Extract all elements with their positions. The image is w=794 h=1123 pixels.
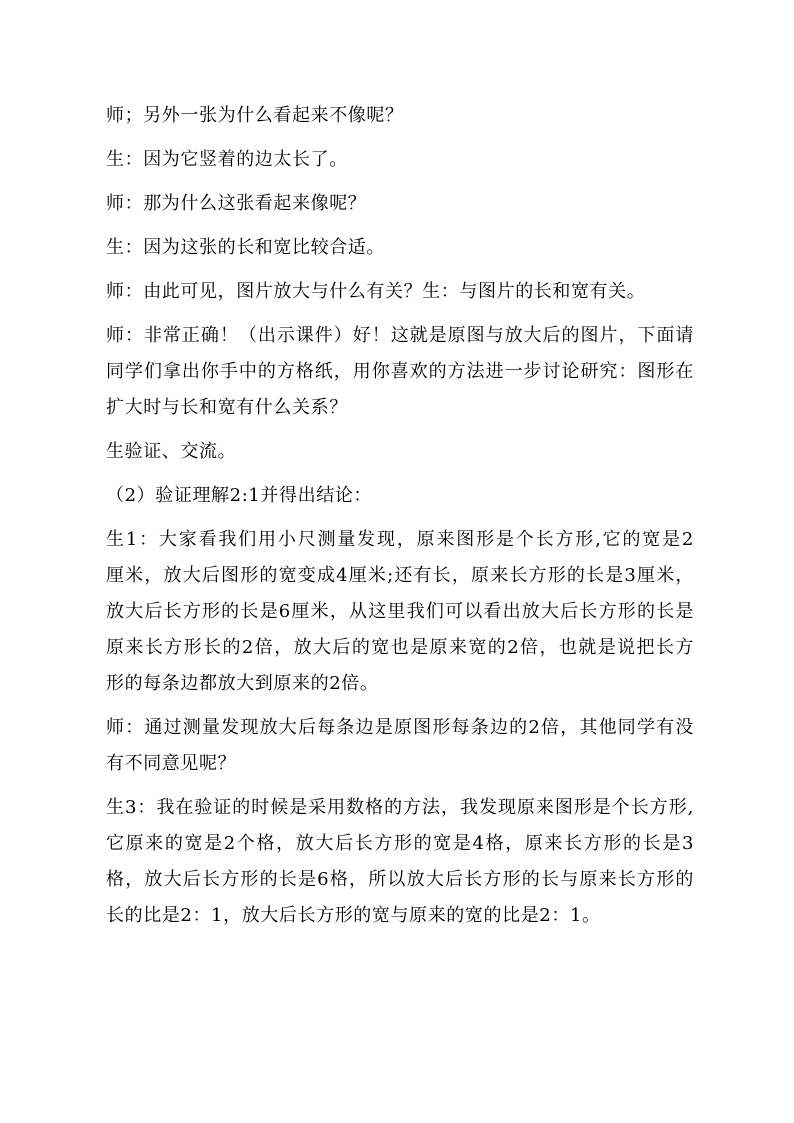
paragraph-line: 格，放大后长方形的长是6格，所以放大后长方形的长与原来长方形的 (106, 869, 694, 890)
paragraph-line: （2）验证理解2:1并得出结论： (106, 485, 373, 506)
paragraph-line: 生1：大家看我们用小尺测量发现，原来图形是个长方形,它的宽是2 (106, 529, 694, 550)
paragraph-student-activity (106, 434, 694, 470)
paragraph-line: 师；另外一张为什么看起来不像呢？ (106, 105, 404, 126)
paragraph-line: 生：因为它竖着的边太长了。 (106, 149, 348, 170)
paragraph-teacher-instruction (106, 318, 694, 426)
paragraph-line: 生：因为这张的长和宽比较合适。 (106, 237, 385, 258)
paragraph-teacher-summary (106, 710, 694, 782)
paragraph-teacher-question-1 (106, 98, 694, 134)
paragraph-line: 长的比是2：1，放大后长方形的宽与原来的宽的比是2：1。 (106, 905, 601, 926)
paragraph-line: 扩大时与长和宽有什么关系？ (106, 397, 348, 418)
paragraph-line: 厘米，放大后图形的宽变成4厘米;还有长，原来长方形的长是3厘米， (106, 565, 694, 586)
paragraph-line: 放大后长方形的长是6厘米，从这里我们可以看出放大后长方形的长是 (106, 601, 694, 622)
paragraph-student-answer-2 (106, 230, 694, 266)
paragraph-section-heading (106, 478, 694, 514)
paragraph-line: 原来长方形长的2倍，放大后的宽也是原来宽的2倍，也就是说把长方 (106, 637, 694, 658)
paragraph-line: 生验证、交流。 (106, 441, 237, 462)
paragraph-line: 它原来的宽是2个格，放大后长方形的宽是4格，原来长方形的长是3 (106, 833, 694, 854)
paragraph-teacher-question-3 (106, 274, 694, 310)
paragraph-line: 师：那为什么这张看起来像呢？ (106, 193, 367, 214)
document-body (106, 98, 694, 934)
paragraph-line: 同学们拿出你手中的方格纸，用你喜欢的方法进一步讨论研究：图形在 (106, 361, 694, 382)
paragraph-line: 师：由此可见，图片放大与什么有关？生：与图片的长和宽有关。 (106, 281, 646, 302)
paragraph-line: 生3：我在验证的时候是采用数格的方法，我发现原来图形是个长方形, (106, 797, 694, 818)
paragraph-teacher-question-2 (106, 186, 694, 222)
paragraph-student-3-explanation (106, 790, 694, 934)
paragraph-student-1-explanation (106, 522, 694, 702)
paragraph-line: 形的每条边都放大到原来的2倍。 (106, 673, 379, 694)
paragraph-line: 师：非常正确！（出示课件）好！这就是原图与放大后的图片，下面请 (106, 325, 694, 346)
paragraph-line: 有不同意见呢？ (106, 753, 237, 774)
paragraph-line: 师：通过测量发现放大后每条边是原图形每条边的2倍，其他同学有没 (106, 717, 694, 738)
paragraph-student-answer-1 (106, 142, 694, 178)
